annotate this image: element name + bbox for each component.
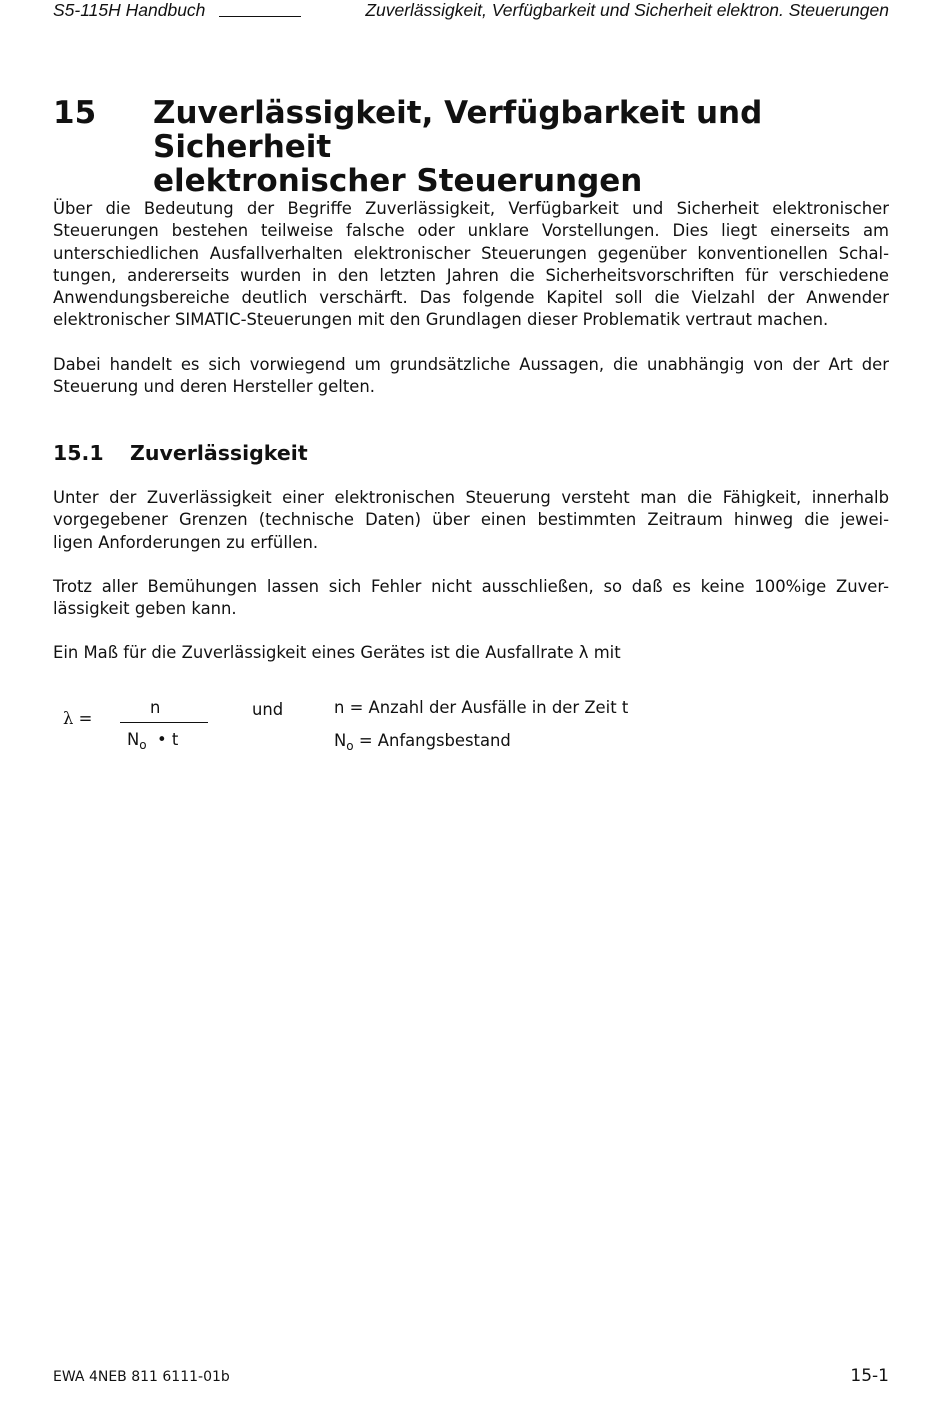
text-line: tungen, andererseits wurden in den letzten Jahren die Sicherheitsvorschriften für verschiedene <box>53 265 889 285</box>
definition-n0-symbol: N <box>334 731 347 750</box>
chapter-title-line-2: elektronischer Steuerungen <box>153 163 643 199</box>
text-line: Dabei handelt es sich vorwiegend um grundsätzliche Aussagen, die unabhängig von der Art der <box>53 355 889 374</box>
formula-denominator <box>127 730 179 752</box>
header-chapter-title: Zuverlässigkeit, Verfügbarkeit und Sicherheit elektron. Steuerungen <box>365 0 889 20</box>
intro-paragraph-1 <box>53 198 889 332</box>
page-number: 15-1 <box>850 1366 889 1386</box>
chapter-title-line-1: Zuverlässigkeit, Verfügbarkeit und Sicherheit <box>153 95 763 165</box>
section-paragraph-3 <box>53 642 889 664</box>
page-header <box>53 0 889 22</box>
header-rule <box>219 16 301 17</box>
text-line: Über die Bedeutung der Begriffe Zuverlässigkeit, Verfügbarkeit und Sicherheit elektronischer <box>53 199 889 218</box>
text-line: ligen Anforderungen zu erfüllen. <box>53 532 319 552</box>
text-line: Ein Maß für die Zuverlässigkeit eines Gerätes ist die Ausfallrate λ mit <box>53 643 621 662</box>
chapter-title <box>153 96 889 198</box>
definition-n: n = Anzahl der Ausfälle in der Zeit t <box>334 698 629 717</box>
denominator-rest: • t <box>157 730 179 749</box>
page-footer <box>53 1366 889 1388</box>
fraction-line <box>120 722 208 723</box>
text-line: unterschiedlichen Ausfallverhalten elektronischer Steuerungen gegenüber konventionellen Schal- <box>53 243 889 263</box>
section-paragraph-1 <box>53 487 889 554</box>
header-manual-title: S5-115H Handbuch <box>53 0 206 20</box>
section-title: Zuverlässigkeit <box>130 441 308 465</box>
definition-n0 <box>334 731 511 753</box>
section-number: 15.1 <box>53 441 104 465</box>
denominator-symbol: N <box>127 730 140 749</box>
text-line: Trotz aller Bemühungen lassen sich Fehler nicht ausschließen, so daß es keine 100%ige Zuver- <box>53 577 889 596</box>
definition-n0-rest: = Anfangsbestand <box>353 731 511 750</box>
formula-and: und <box>252 700 284 719</box>
text-line: elektronischer SIMATIC-Steuerungen mit den Grundlagen dieser Problematik vertraut machen. <box>53 310 829 330</box>
intro-paragraph-2 <box>53 354 889 399</box>
chapter-number: 15 <box>53 95 97 131</box>
text-line: Anwendungsbereiche deutlich verschärft. Das folgende Kapitel soll die Vielzahl der Anwender <box>53 288 889 308</box>
text-line: Steuerungen bestehen teilweise falsche oder unklare Vorstellungen. Dies liegt einerseits am <box>53 221 889 241</box>
text-line: Unter der Zuverlässigkeit einer elektronischen Steuerung versteht man die Fähigkeit, innerhalb <box>53 488 889 507</box>
text-line: lässigkeit geben kann. <box>53 599 237 619</box>
text-line: Steuerung und deren Hersteller gelten. <box>53 377 375 397</box>
text-line: vorgegebener Grenzen (technische Daten) über einen bestimmten Zeitraum hinweg die jewei- <box>53 510 889 530</box>
failure-rate-formula <box>53 692 889 772</box>
formula-numerator: n <box>150 698 161 717</box>
denominator-subscript: o <box>139 738 147 752</box>
document-number: EWA 4NEB 811 6111-01b <box>53 1369 230 1385</box>
formula-lhs: λ = <box>63 709 93 728</box>
section-paragraph-2 <box>53 576 889 621</box>
definition-n0-subscript: o <box>346 739 354 753</box>
